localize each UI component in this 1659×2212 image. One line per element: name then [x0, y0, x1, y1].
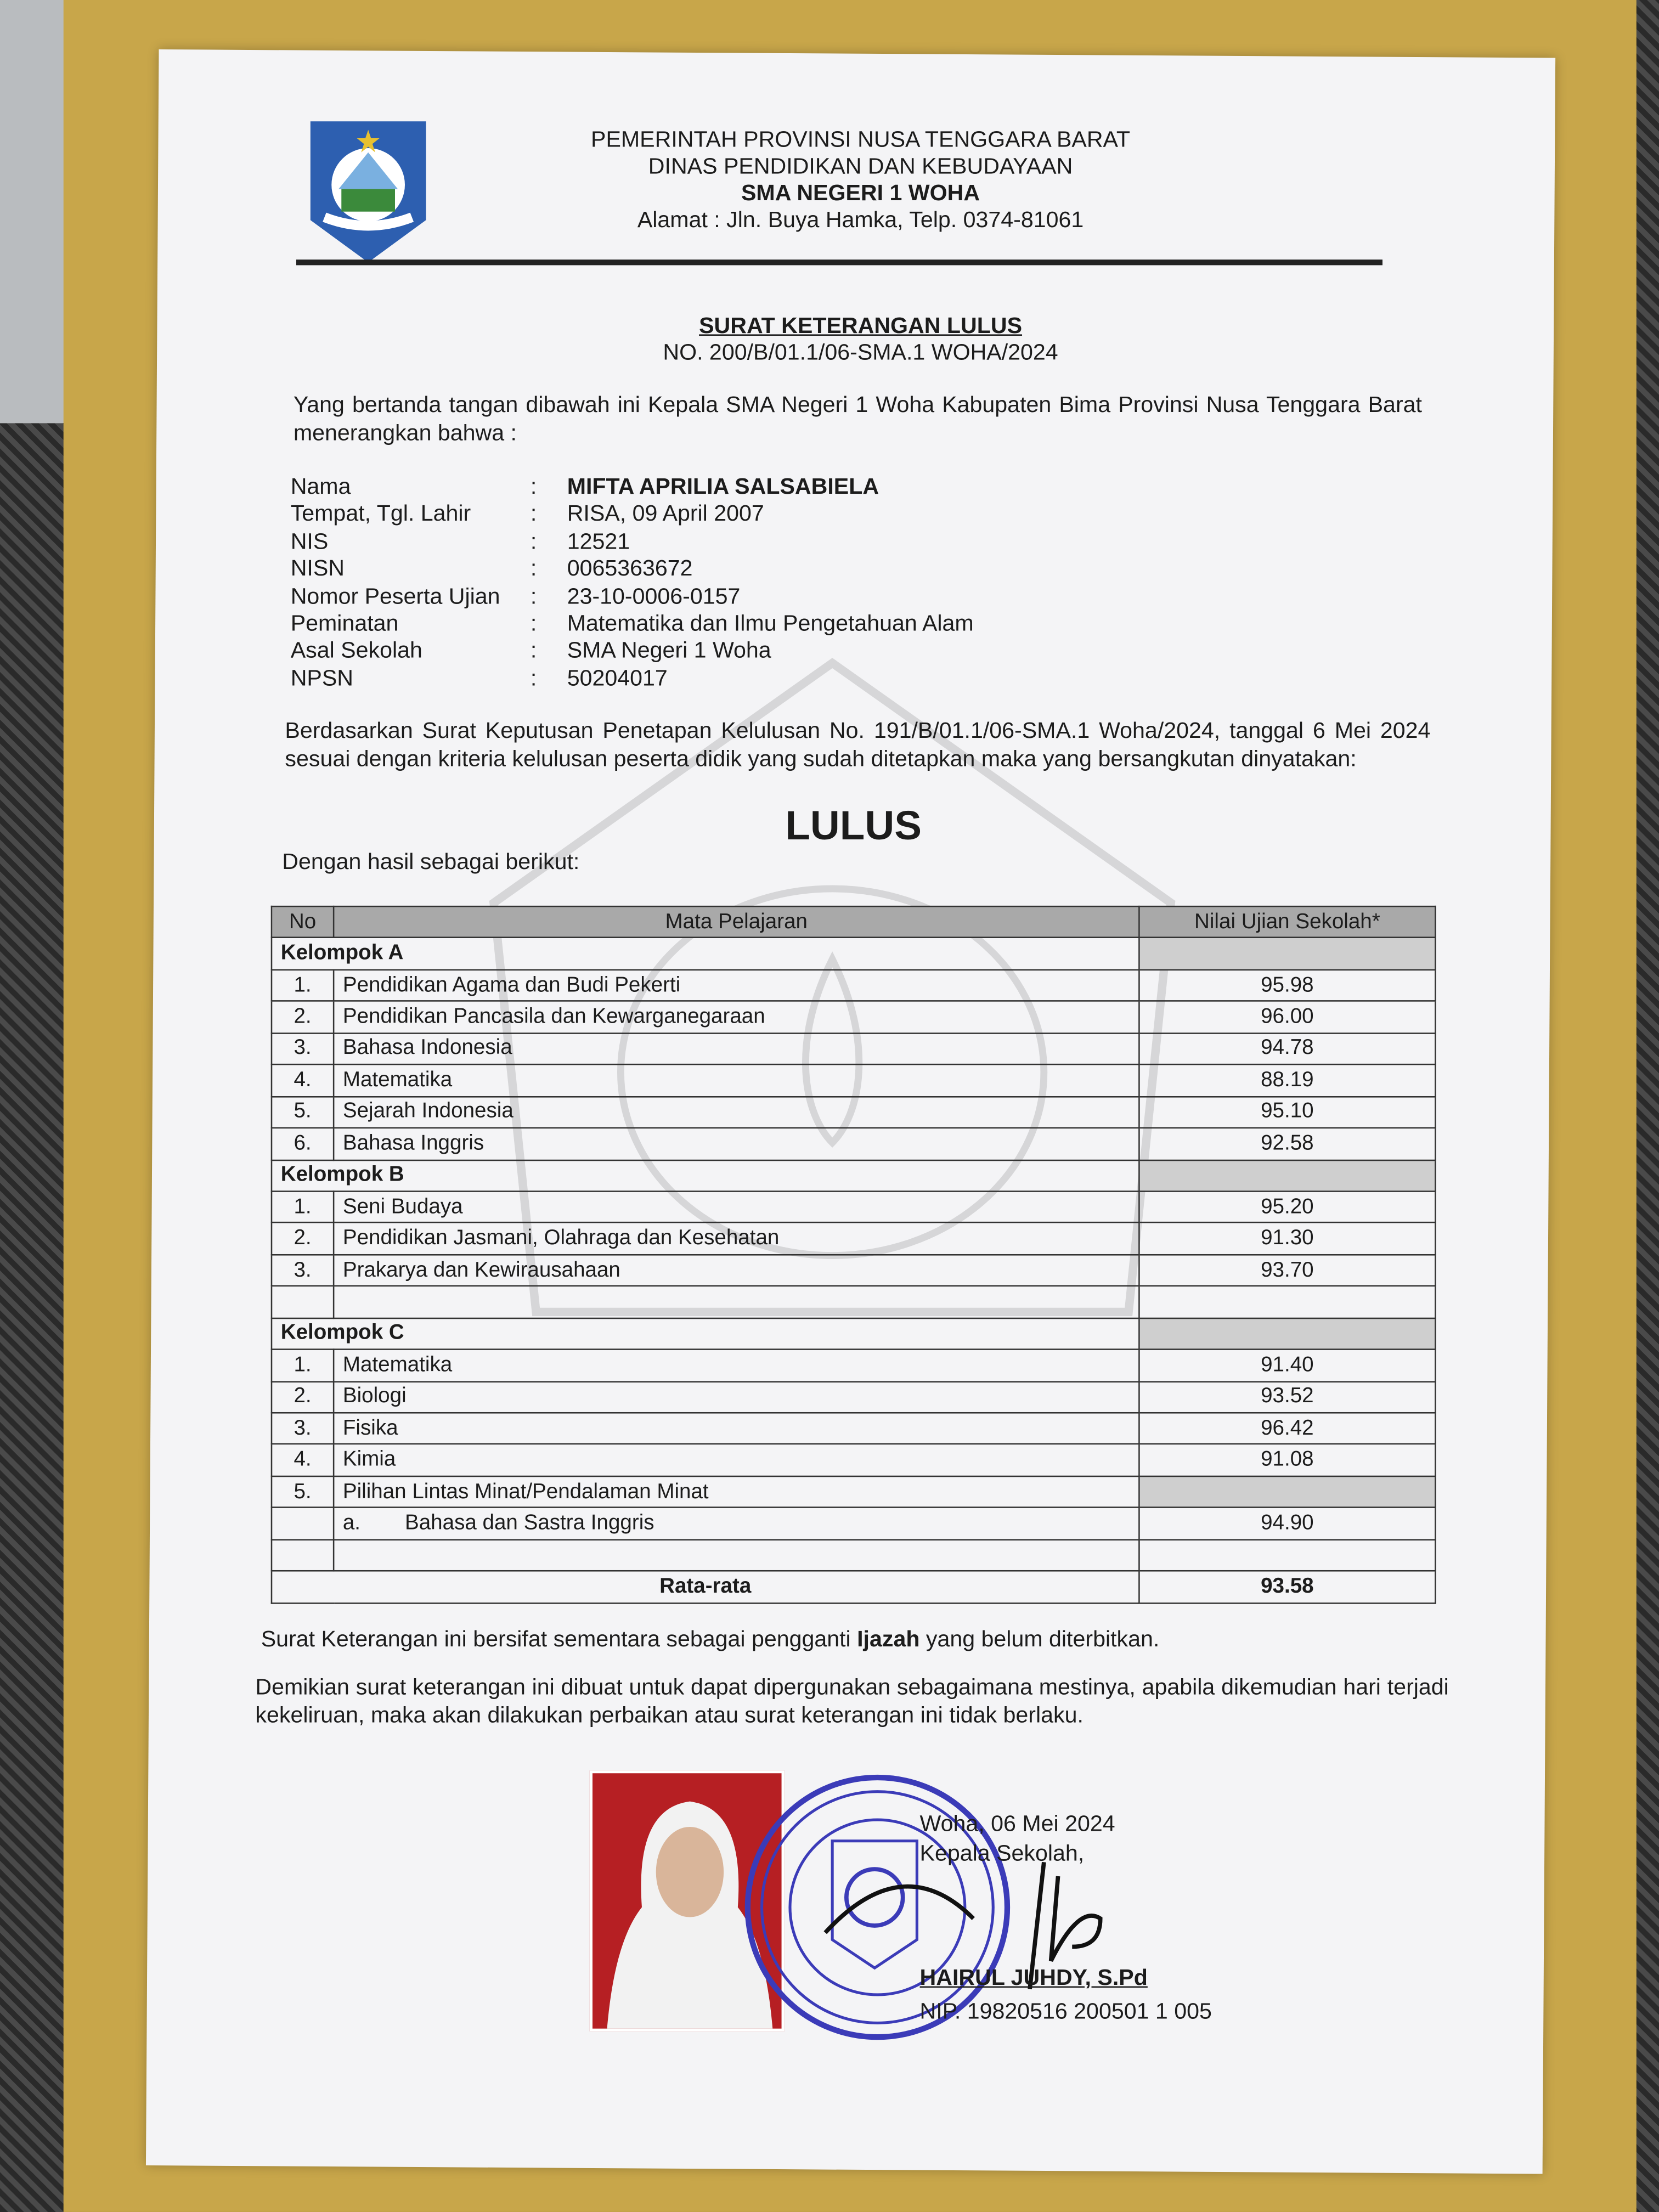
signer-name: HAIRUL JUHDY, S.Pd	[919, 1966, 1148, 1991]
header-subject: Mata Pelajaran	[334, 906, 1139, 938]
note-text: Surat Keterangan ini bersifat sementara sebagai pengganti	[261, 1628, 857, 1652]
group-label: Kelompok C	[272, 1318, 1139, 1350]
header-school: SMA NEGERI 1 WOHA	[741, 182, 980, 206]
table-row	[272, 1001, 1435, 1033]
table-row	[272, 1065, 1435, 1097]
place-date: Woha, 06 Mei 2024	[919, 1813, 1115, 1837]
table-row	[272, 1033, 1435, 1065]
table-row	[272, 906, 1435, 938]
note-ijazah: Ijazah	[857, 1628, 920, 1652]
identity-label: NPSN	[290, 667, 354, 691]
row-number: 1.	[272, 970, 334, 1002]
subject-score: 93.52	[1139, 1381, 1435, 1413]
subject-name: Pilihan Lintas Minat/Pendalaman Minat	[334, 1476, 1139, 1508]
subject-name: Seni Budaya	[334, 1191, 1139, 1223]
subject-score: 91.08	[1139, 1444, 1435, 1476]
average-score: 93.58	[1139, 1571, 1435, 1603]
table-row	[272, 1191, 1435, 1223]
subject-score: 94.90	[1139, 1508, 1435, 1539]
grades-table	[271, 906, 1436, 1604]
table-row	[272, 1318, 1435, 1350]
identity-value: Matematika dan Ilmu Pengetahuan Alam	[567, 612, 974, 636]
row-number: 5.	[272, 1476, 334, 1508]
table-row	[272, 1381, 1435, 1413]
colon: :	[530, 503, 537, 527]
subject-score: 88.19	[1139, 1065, 1435, 1097]
table-row	[272, 1476, 1435, 1508]
row-number: 4.	[272, 1065, 334, 1097]
subject-score: 91.30	[1139, 1223, 1435, 1255]
table-row	[272, 938, 1435, 970]
subject-name: Biologi	[334, 1381, 1139, 1413]
table-row	[272, 1508, 1435, 1539]
identity-value: 23-10-0006-0157	[567, 585, 741, 609]
result-lulus: LULUS	[785, 804, 922, 849]
table-row	[272, 1128, 1435, 1160]
header-address: Alamat : Jln. Buya Hamka, Telp. 0374-81061	[637, 208, 1084, 233]
identity-value: 0065363672	[567, 557, 693, 582]
subject-score: 91.40	[1139, 1350, 1435, 1381]
identity-label: Peminatan	[290, 612, 399, 636]
row-number: 2.	[272, 1223, 334, 1255]
group-label: Kelompok B	[272, 1160, 1139, 1192]
table-cell	[1139, 1286, 1435, 1318]
note-text-end: yang belum diterbitkan.	[919, 1628, 1160, 1652]
identity-label: Nama	[290, 475, 351, 500]
document-number: NO. 200/B/01.1/06-SMA.1 WOHA/2024	[663, 341, 1058, 365]
results-intro: Dengan hasil sebagai berikut:	[282, 850, 580, 875]
table-cell	[334, 1539, 1139, 1571]
subject-score: 96.00	[1139, 1001, 1435, 1033]
row-number: 2.	[272, 1001, 334, 1033]
signer-nip: NIP. 19820516 200501 1 005	[919, 2000, 1212, 2024]
identity-value: RISA, 09 April 2007	[567, 503, 764, 527]
colon: :	[530, 639, 537, 664]
table-cell	[1139, 1476, 1435, 1508]
subject-score: 94.78	[1139, 1033, 1435, 1065]
table-row	[272, 1413, 1435, 1444]
header-department: DINAS PENDIDIKAN DAN KEBUDAYAAN	[648, 155, 1073, 179]
row-number: 2.	[272, 1381, 334, 1413]
subject-name: Prakarya dan Kewirausahaan	[334, 1255, 1139, 1286]
sub-letter: a.	[342, 1511, 361, 1535]
identity-label: NIS	[290, 530, 329, 555]
colon: :	[530, 667, 537, 691]
row-number: 3.	[272, 1033, 334, 1065]
identity-value: 12521	[567, 530, 630, 555]
identity-label: NISN	[290, 557, 345, 582]
colon: :	[530, 585, 537, 609]
document-title: SURAT KETERANGAN LULUS	[699, 314, 1023, 339]
subject-name: Sejarah Indonesia	[334, 1096, 1139, 1128]
subject-score: 95.20	[1139, 1191, 1435, 1223]
subject-name: Matematika	[334, 1065, 1139, 1097]
subject-name: Matematika	[334, 1350, 1139, 1381]
table-row	[272, 1160, 1435, 1192]
table-row	[272, 1571, 1435, 1603]
table-row	[272, 1223, 1435, 1255]
identity-value: 50204017	[567, 667, 668, 691]
subject-name	[334, 1508, 1139, 1539]
row-number: 1.	[272, 1350, 334, 1381]
subject-score: 96.42	[1139, 1413, 1435, 1444]
signer-position: Kepala Sekolah,	[919, 1842, 1085, 1866]
table-row	[272, 1444, 1435, 1476]
basis-paragraph: Berdasarkan Surat Keputusan Penetapan Kelulusan No. 191/B/01.1/06-SMA.1 Woha/2024, tanggal 6 Mei 2024 sesuai dengan kriteria kelulusan peserta didik yang sudah ditetapkan maka yang bersangkutan dinyatakan:	[285, 719, 1431, 772]
subject-score: 95.10	[1139, 1096, 1435, 1128]
colon: :	[530, 530, 537, 555]
table-row	[272, 1096, 1435, 1128]
table-cell	[334, 1286, 1139, 1318]
intro-paragraph: Yang bertanda tangan dibawah ini Kepala SMA Negeri 1 Woha Kabupaten Bima Provinsi Nusa Tenggara Barat menerangkan bahwa :	[293, 393, 1422, 446]
table-row	[272, 1255, 1435, 1286]
group-score-cell	[1139, 938, 1435, 970]
subject-name: Pendidikan Jasmani, Olahraga dan Kesehatan	[334, 1223, 1139, 1255]
header-score: Nilai Ujian Sekolah*	[1139, 906, 1435, 938]
header-no: No	[272, 906, 334, 938]
subject-score: 92.58	[1139, 1128, 1435, 1160]
temporary-note	[261, 1628, 1160, 1653]
average-label: Rata-rata	[272, 1571, 1139, 1603]
header-rule	[296, 259, 1383, 265]
row-number: 4.	[272, 1444, 334, 1476]
colon: :	[530, 475, 537, 500]
closing-paragraph: Demikian surat keterangan ini dibuat untuk dapat dipergunakan sebagaimana mestinya, apabila dikemudian hari terjadi kekeliruan, maka akan dilakukan perbaikan atau surat keterangan ini tidak berlaku.	[255, 1675, 1449, 1728]
subject-name: Fisika	[334, 1413, 1139, 1444]
table-row	[272, 1539, 1435, 1571]
identity-value: SMA Negeri 1 Woha	[567, 639, 771, 664]
table-row	[272, 1350, 1435, 1381]
ntb-province-logo	[311, 121, 426, 269]
group-score-cell	[1139, 1318, 1435, 1350]
colon: :	[530, 557, 537, 582]
colon: :	[530, 612, 537, 636]
table-cell	[272, 1286, 334, 1318]
table-row	[272, 1286, 1435, 1318]
subject-score: 93.70	[1139, 1255, 1435, 1286]
table-cell	[272, 1508, 334, 1539]
header-government: PEMERINTAH PROVINSI NUSA TENGGARA BARAT	[591, 128, 1131, 153]
subject-score: 95.98	[1139, 970, 1435, 1002]
subject-name: Pendidikan Pancasila dan Kewarganegaraan	[334, 1001, 1139, 1033]
group-score-cell	[1139, 1160, 1435, 1192]
student-name: MIFTA APRILIA SALSABIELA	[567, 475, 879, 500]
row-number: 3.	[272, 1413, 334, 1444]
identity-label: Tempat, Tgl. Lahir	[290, 503, 471, 527]
subject-name: Bahasa Indonesia	[334, 1033, 1139, 1065]
student-identity	[291, 474, 974, 693]
row-number: 3.	[272, 1255, 334, 1286]
table-cell	[272, 1539, 334, 1571]
table-cell	[1139, 1539, 1435, 1571]
row-number: 1.	[272, 1191, 334, 1223]
table-row	[272, 970, 1435, 1002]
subject-name: Kimia	[334, 1444, 1139, 1476]
identity-label: Asal Sekolah	[290, 639, 422, 664]
row-number: 5.	[272, 1096, 334, 1128]
row-number: 6.	[272, 1128, 334, 1160]
subject-name: Bahasa Inggris	[334, 1128, 1139, 1160]
subject-name: Bahasa dan Sastra Inggris	[404, 1511, 654, 1535]
group-label: Kelompok A	[272, 938, 1139, 970]
subject-name: Pendidikan Agama dan Budi Pekerti	[334, 970, 1139, 1002]
identity-label: Nomor Peserta Ujian	[290, 585, 500, 609]
